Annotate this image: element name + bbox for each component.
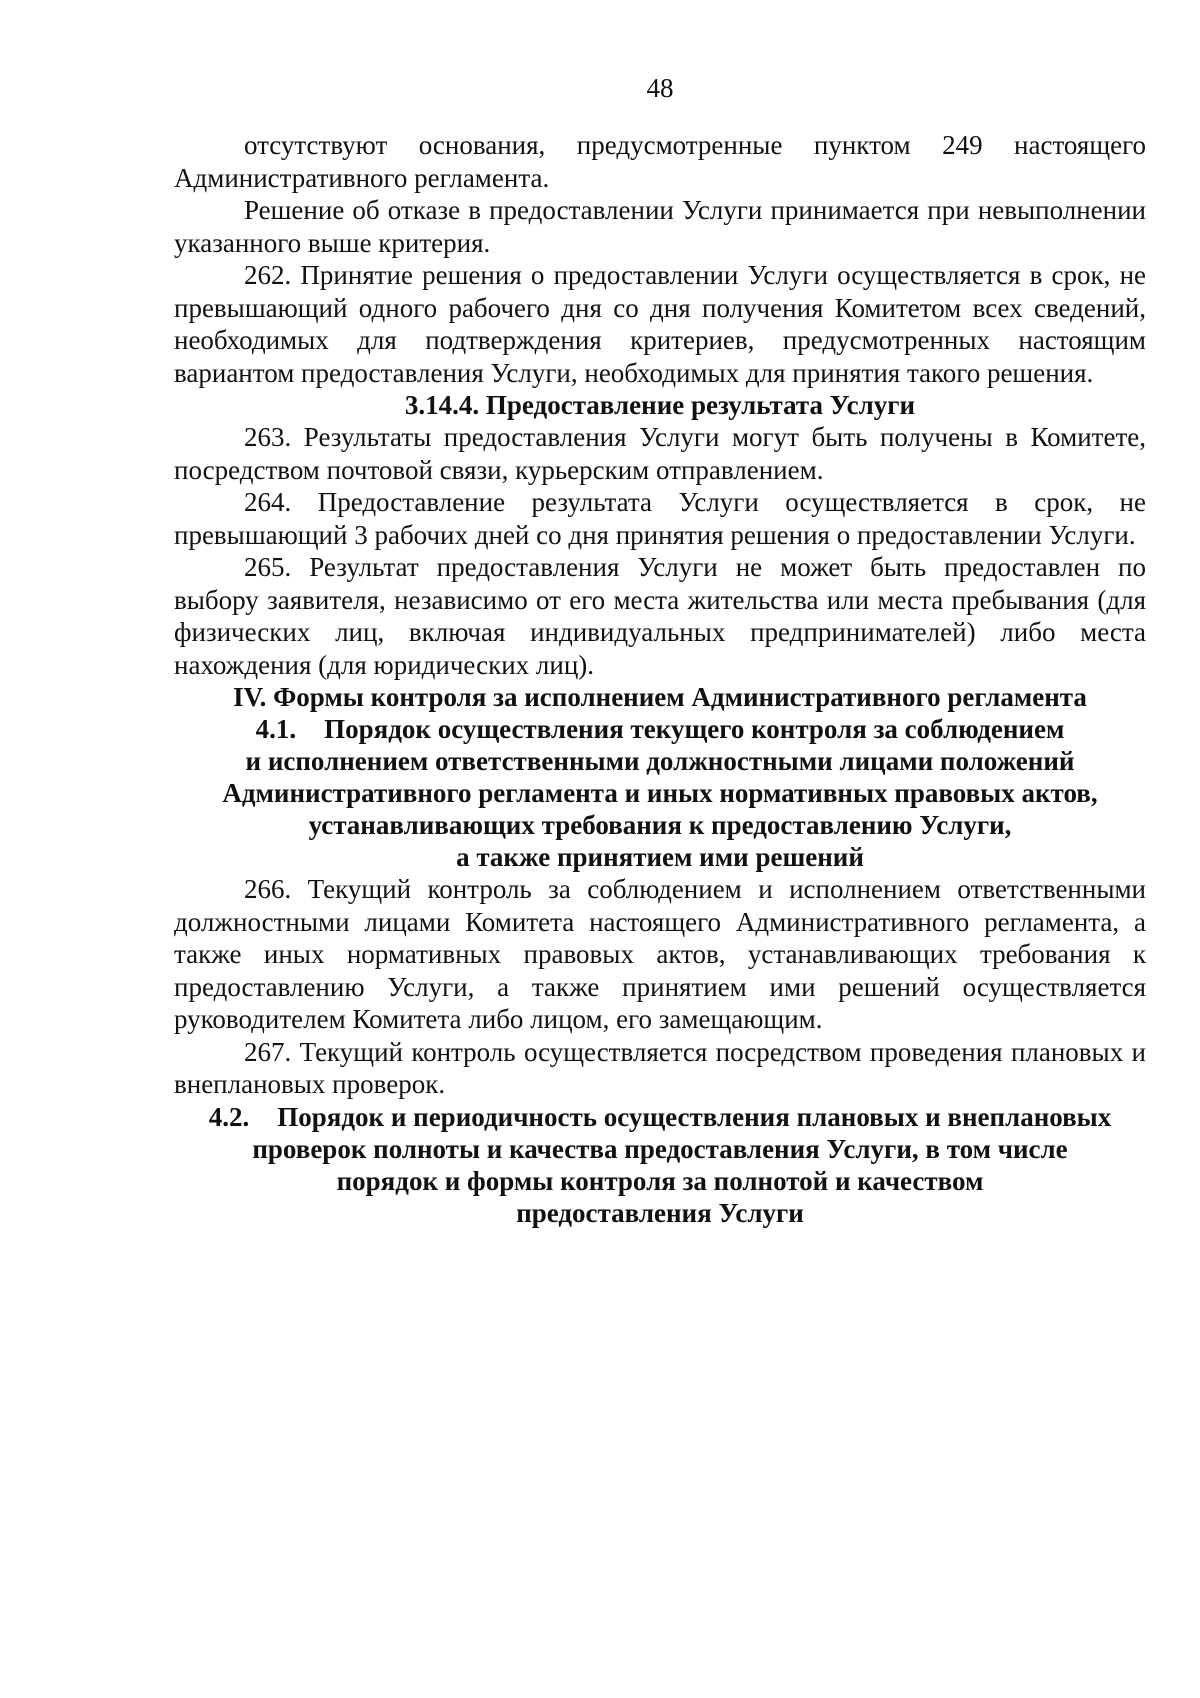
heading-4-1-line-1-text: Порядок осуществления текущего контроля за соблюдением [324, 714, 1065, 744]
heading-4-1-line-3: Административного регламента и иных нормативных правовых актов, [222, 778, 1098, 808]
heading-4-2-line-1 [174, 1101, 1146, 1133]
page-number: 48 [646, 73, 674, 103]
heading-4-1-line-2: и исполнением ответственными должностными лицами положений [245, 746, 1075, 776]
heading-4-2-line-4: предоставления Услуги [516, 1197, 804, 1228]
heading-4-2-line-2: проверок полноты и качества предоставления Услуги, в том числе [252, 1133, 1068, 1164]
heading-4-2-line-1-text: Порядок и периодичность осуществления плановых и внеплановых [277, 1101, 1112, 1132]
paragraph-264: 264. Предоставление результата Услуги осуществляется в срок, не превышающий 3 рабочих дней со дня принятия решения о предоставлении Услуги. [174, 487, 1146, 550]
paragraph-refusal-decision: Решение об отказе в предоставлении Услуги принимается при невыполнении указанного выше критерия. [174, 195, 1146, 258]
heading-4-2 [174, 1101, 1146, 1229]
heading-4-1-line-5: а также принятием ими решений [456, 842, 864, 872]
paragraph-262: 262. Принятие решения о предоставлении Услуги осуществляется в срок, не превышающий одного рабочего дня со дня получения Комитетом всех сведений, необходимых для подтверждения критериев, предусмотренных настоящим вариантом предоставления Услуги, необходимых для принятия такого решения. [174, 260, 1146, 388]
heading-4-2-number: 4.2. [208, 1101, 250, 1132]
heading-3-14-4: 3.14.4. Предоставление результата Услуги [404, 390, 916, 420]
paragraph-continuation: отсутствуют основания, предусмотренные пунктом 249 настоящего Административного регламента. [174, 130, 1146, 193]
heading-4-1-line-4: устанавливающих требования к предоставлению Услуги, [308, 810, 1012, 840]
heading-section-iv: IV. Формы контроля за исполнением Административного регламента [233, 682, 1087, 712]
paragraph-266: 266. Текущий контроль за соблюдением и исполнением ответственными должностными лицами Комитета настоящего Административного регламента, а также иных нормативных правовых актов, устанавливающих требования к предоставлению Услуги, а также принятием ими решений осуществляется руководителем Комитета либо лицом, его замещающим. [174, 874, 1146, 1034]
heading-4-1-line-1 [174, 713, 1146, 745]
paragraph-263: 263. Результаты предоставления Услуги могут быть получены в Комитете, посредством почтовой связи, курьерским отправлением. [174, 422, 1146, 485]
paragraph-265: 265. Результат предоставления Услуги не может быть предоставлен по выбору заявителя, независимо от его места жительства или места пребывания (для физических лиц, включая индивидуальных предпринимателей) либо места нахождения (для юридических лиц). [174, 552, 1146, 680]
heading-4-1 [174, 713, 1146, 873]
document-body [174, 129, 1146, 1229]
heading-4-2-line-3: порядок и формы контроля за полнотой и качеством [336, 1165, 984, 1196]
heading-4-1-number: 4.1. [255, 714, 297, 744]
paragraph-267: 267. Текущий контроль осуществляется посредством проведения плановых и внеплановых проверок. [174, 1036, 1146, 1099]
